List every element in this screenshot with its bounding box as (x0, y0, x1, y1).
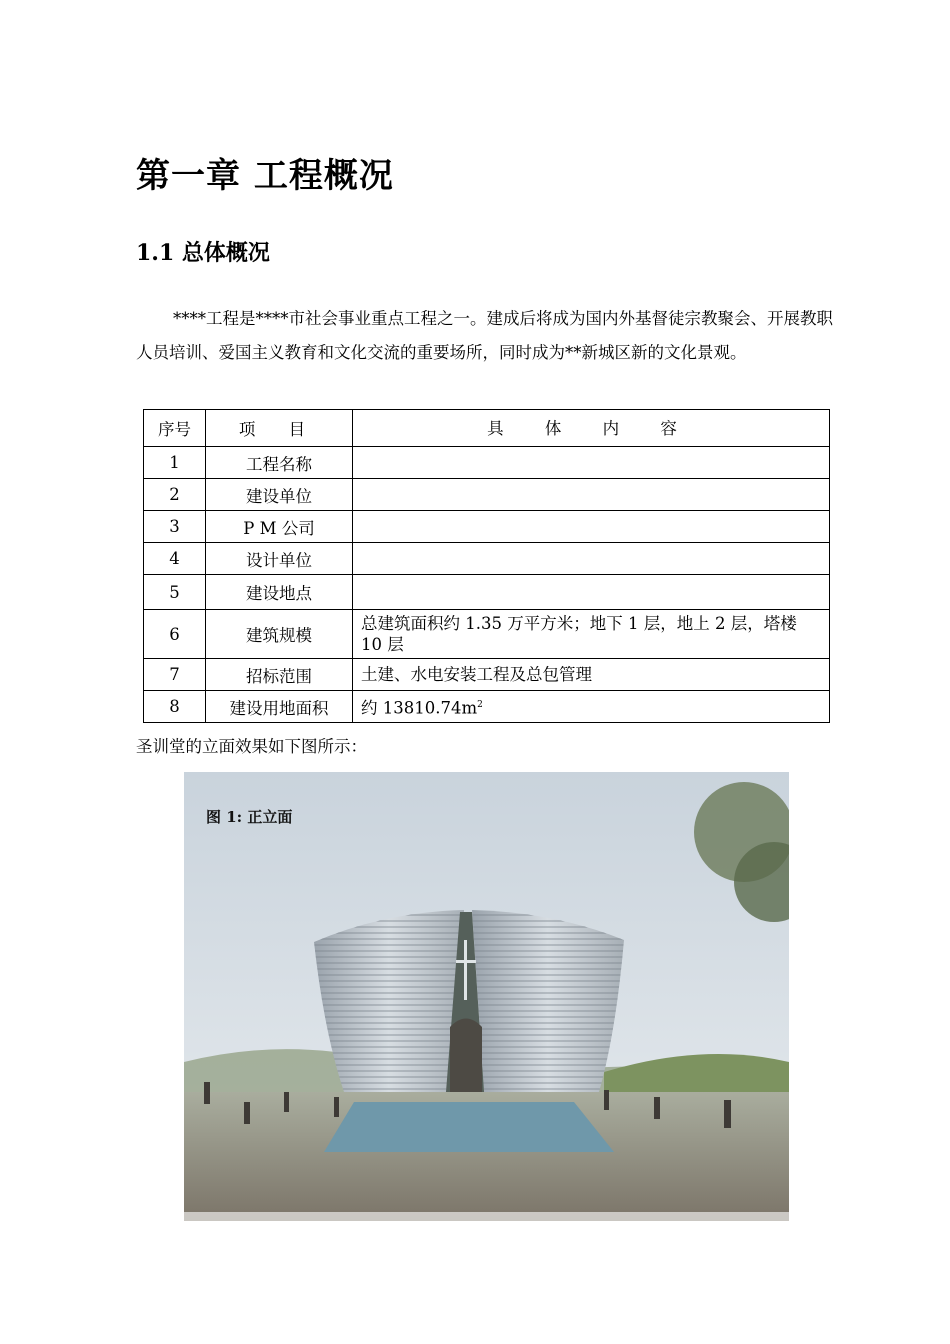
project-info-table (143, 409, 830, 723)
table-row (144, 511, 830, 543)
row-content (353, 575, 830, 610)
figure-caption: 圣训堂的立面效果如下图所示： (136, 737, 367, 756)
row-item: P M 公司 (206, 511, 353, 543)
row-item: 工程名称 (206, 447, 353, 479)
intro-paragraph: ****工程是****市社会事业重点工程之一。建成后将成为国内外基督徒宗教聚会、开展教职人员培训、爱国主义教育和文化交流的重要场所，同时成为**新城区新的文化景观。 (136, 309, 833, 362)
table-row (144, 691, 830, 723)
row-item: 建设单位 (206, 479, 353, 511)
row-content: 土建、水电安装工程及总包管理 (353, 659, 830, 691)
land-area-value: 约 13810.74m (361, 698, 478, 718)
row-no: 5 (144, 575, 206, 610)
row-item: 建设用地面积 (206, 691, 353, 723)
row-no: 2 (144, 479, 206, 511)
header-no: 序号 (144, 410, 206, 447)
table-row (144, 610, 830, 659)
row-content (353, 543, 830, 575)
table-row (144, 447, 830, 479)
row-content (353, 479, 830, 511)
row-no: 7 (144, 659, 206, 691)
section-title: 1.1 总体概况 (136, 240, 270, 266)
building-rendering-image (184, 772, 789, 1221)
building-rendering-icon (184, 772, 789, 1221)
row-content: 总建筑面积约 1.35 万平方米；地下 1 层，地上 2 层，塔楼 10 层 (353, 610, 830, 659)
unit-superscript: 2 (477, 699, 483, 710)
table-row (144, 575, 830, 610)
chapter-title: 第一章 工程概况 (136, 156, 394, 196)
table-row (144, 659, 830, 691)
header-content: 具 体 内 容 (353, 410, 830, 447)
row-item: 建筑规模 (206, 610, 353, 659)
row-no: 4 (144, 543, 206, 575)
row-item: 招标范围 (206, 659, 353, 691)
header-item: 项 目 (206, 410, 353, 447)
row-item: 建设地点 (206, 575, 353, 610)
table-row (144, 543, 830, 575)
row-no: 1 (144, 447, 206, 479)
figure-label: 图 1: 正立面 (206, 808, 293, 826)
row-no: 8 (144, 691, 206, 723)
row-no: 6 (144, 610, 206, 659)
row-content (353, 447, 830, 479)
table-header-row (144, 410, 830, 447)
row-content (353, 691, 830, 723)
row-content (353, 511, 830, 543)
row-no: 3 (144, 511, 206, 543)
row-item: 设计单位 (206, 543, 353, 575)
table-row (144, 479, 830, 511)
